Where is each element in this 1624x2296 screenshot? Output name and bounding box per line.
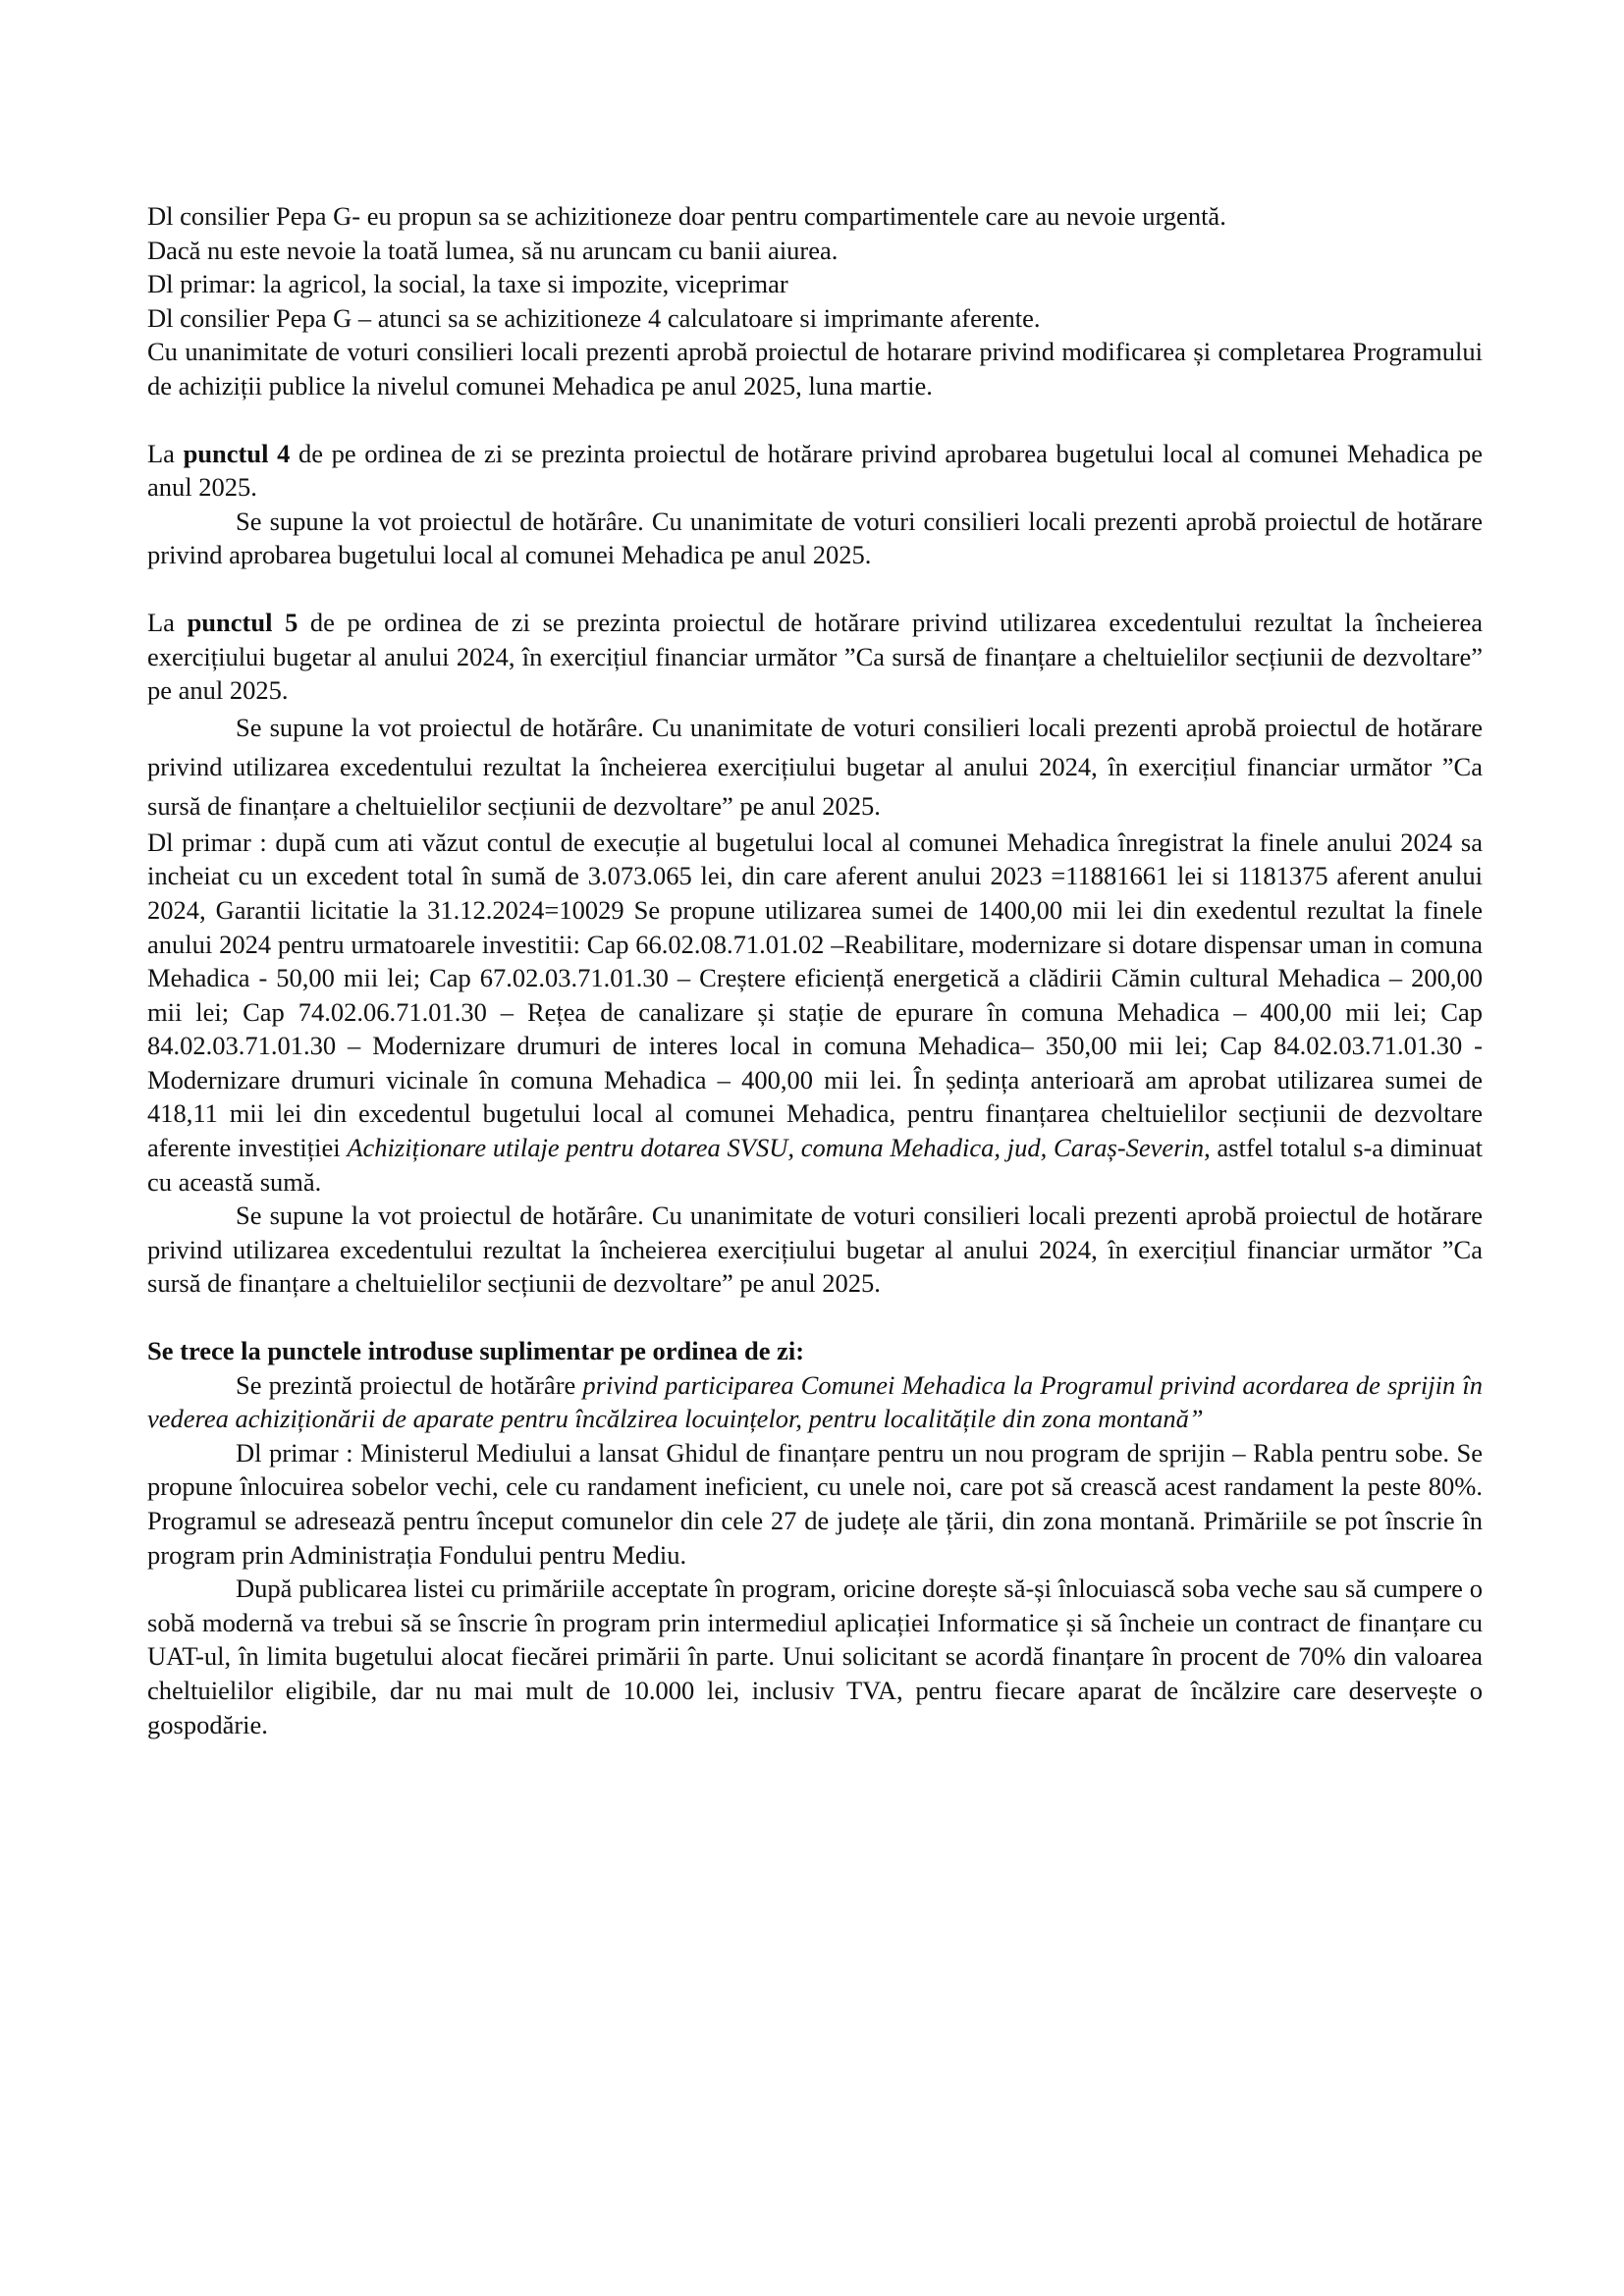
paragraph-supplementary-project — [147, 1368, 1483, 1436]
paragraph-intro-3: Dl primar: la agricol, la social, la taxe si impozite, viceprimar — [147, 269, 788, 299]
paragraph-mayor-budget — [147, 826, 1483, 1200]
prefix: La — [147, 607, 188, 637]
paragraph-point-5 — [147, 606, 1483, 708]
project-prefix: Se prezintă proiectul de hotărâre — [236, 1369, 583, 1400]
paragraph-intro-2: Dacă nu este nevoie la toată lumea, să nu aruncam cu banii aiurea. — [147, 235, 839, 265]
section-heading — [147, 1334, 1483, 1368]
mayor-tail: , astfel totalul s-a diminuat cu această sumă. — [147, 1133, 1484, 1197]
document-page — [147, 199, 1483, 1741]
project-title: privind participarea Comunei Mehadica la Programul privind acordarea de sprijin în vederea achiziționării de aparate pentru încălzirea locuințelor, pentru localitățile din zona montană” — [147, 1369, 1483, 1434]
paragraph-intro-vote: Cu unanimitate de voturi consilieri locali prezenti aprobă proiectul de hotarare privind modificarea și completarea Programului de achiziții publice la nivelul comunei Mehadica pe anul 2025, luna martie. — [147, 337, 1483, 400]
paragraph-point-4-vote: Se supune la vot proiectul de hotărâre. Cu unanimitate de voturi consilieri locali prezenti aprobă proiectul de hotărare privind aprobarea bugetului local al comunei Mehadica pe anul 2025. — [147, 506, 1483, 570]
spacer — [147, 572, 1483, 606]
paragraph-intro-4: Dl consilier Pepa G – atunci sa se achizitioneze 4 calculatoare si imprimante aferente. — [147, 302, 1041, 333]
paragraph-point-4 — [147, 437, 1483, 505]
spacer — [147, 1301, 1483, 1334]
point-label: punctul 5 — [187, 607, 298, 637]
point-text: de pe ordinea de zi se prezinta proiectul de hotărare privind aprobarea bugetului local al comunei Mehadica pe anul 2025. — [147, 438, 1484, 503]
paragraph-supplementary-mayor: Dl primar : Ministerul Mediului a lansat Ghidul de finanțare pentru un nou program de sprijin – Rabla pentru sobe. Se propune înlocuirea sobelor vechi, cele cu randament ineficient, cu unele noi, care pot să crească acest randament la peste 80%. Programul se adresează pentru început comunelor din cele 27 de județe ale țării, din zona montană. Primăriile se pot înscrie în program prin Administrația Fondului pentru Mediu. — [147, 1437, 1483, 1570]
point-text: de pe ordinea de zi se prezinta proiectul de hotărare privind utilizarea excedentului rezultat la încheierea exercițiului bugetar al anului 2024, în exercițiul financiar următor ”Ca sursă de finanțare a cheltuielilor secțiunii de dezvoltare” pe anul 2025. — [147, 607, 1484, 706]
spacer — [147, 403, 1483, 437]
investment-name: Achiziționare utilaje pentru dotarea SVSU, comuna Mehadica, jud, Caraș-Severin — [347, 1133, 1205, 1163]
paragraph-supplementary-after: După publicarea listei cu primăriile acceptate în program, oricine dorește să-și înlocuiască soba veche sau să cumpere o sobă modernă va trebui să se înscrie în program prin intermediul aplicației Informatice și să încheie un contract de finanțare cu UAT-ul, în limita bugetului alocat fiecărei primării în parte. Unui solicitant se acordă finanțare în procent de 70% din valoarea cheltuielilor eligibile, dar nu mai mult de 10.000 lei, inclusiv TVA, pentru fiecare aparat de încălzire care deservește o gospodărie. — [147, 1574, 1483, 1739]
paragraph-intro-1: Dl consilier Pepa G- eu propun sa se achizitioneze doar pentru compartimentele care au nevoie urgentă. — [147, 201, 1226, 231]
paragraph-point-5-vote: Se supune la vot proiectul de hotărâre. Cu unanimitate de voturi consilieri locali prezenti aprobă proiectul de hotărare privind utilizarea excedentului rezultat la încheierea exercițiului bugetar al anului 2024, în exercițiul financiar următor ”Ca sursă de finanțare a cheltuielilor secțiunii de dezvoltare” pe anul 2025. — [147, 712, 1483, 821]
heading-text: Se trece la punctele introduse suplimentar pe ordinea de zi: — [147, 1336, 805, 1366]
paragraph-point-5-vote-2: Se supune la vot proiectul de hotărâre. Cu unanimitate de voturi consilieri locali prezenti aprobă proiectul de hotărare privind utilizarea excedentului rezultat la încheierea exercițiului bugetar al anului 2024, în exercițiul financiar următor ”Ca sursă de finanțare a cheltuielilor secțiunii de dezvoltare” pe anul 2025. — [147, 1201, 1483, 1299]
prefix: La — [147, 438, 184, 468]
mayor-text: Dl primar : după cum ati văzut contul de execuție al bugetului local al comunei Mehadica înregistrat la finele anului 2024 sa incheiat cu un excedent total în sumă de 3.073.065 lei, din care aferent anului 2023 =11881661 lei si 1181375 aferent anului 2024, Garantii licitatie la 31.12.2024=10029 Se propune utilizarea sumei de 1400,00 mii lei din exedentul rezultat la finele anului 2024 pentru urmatoarele investitii: Cap 66.02.08.71.01.02 –Reabilitare, modernizare si dotare dispensar uman in comuna Mehadica - 50,00 mii lei; Cap 67.02.03.71.01.30 – Creștere eficiență energetică a clădirii Cămin cultural Mehadica – 200,00 mii lei; Cap 74.02.06.71.01.30 – Rețea de canalizare și stație de epurare în comuna Mehadica – 400,00 mii lei; Cap 84.02.03.71.01.30 – Modernizare drumuri de interes local in comuna Mehadica– 350,00 mii lei; Cap 84.02.03.71.01.30 - Modernizare drumuri vicinale în comuna Mehadica – 400,00 mii lei. În ședința anterioară am aprobat utilizarea sumei de 418,11 mii lei din excedentul bugetului local al comunei Mehadica, pentru finanțarea cheltuielilor secțiunii de dezvoltare aferente investiției — [147, 827, 1483, 1163]
point-label: punctul 4 — [183, 438, 291, 468]
